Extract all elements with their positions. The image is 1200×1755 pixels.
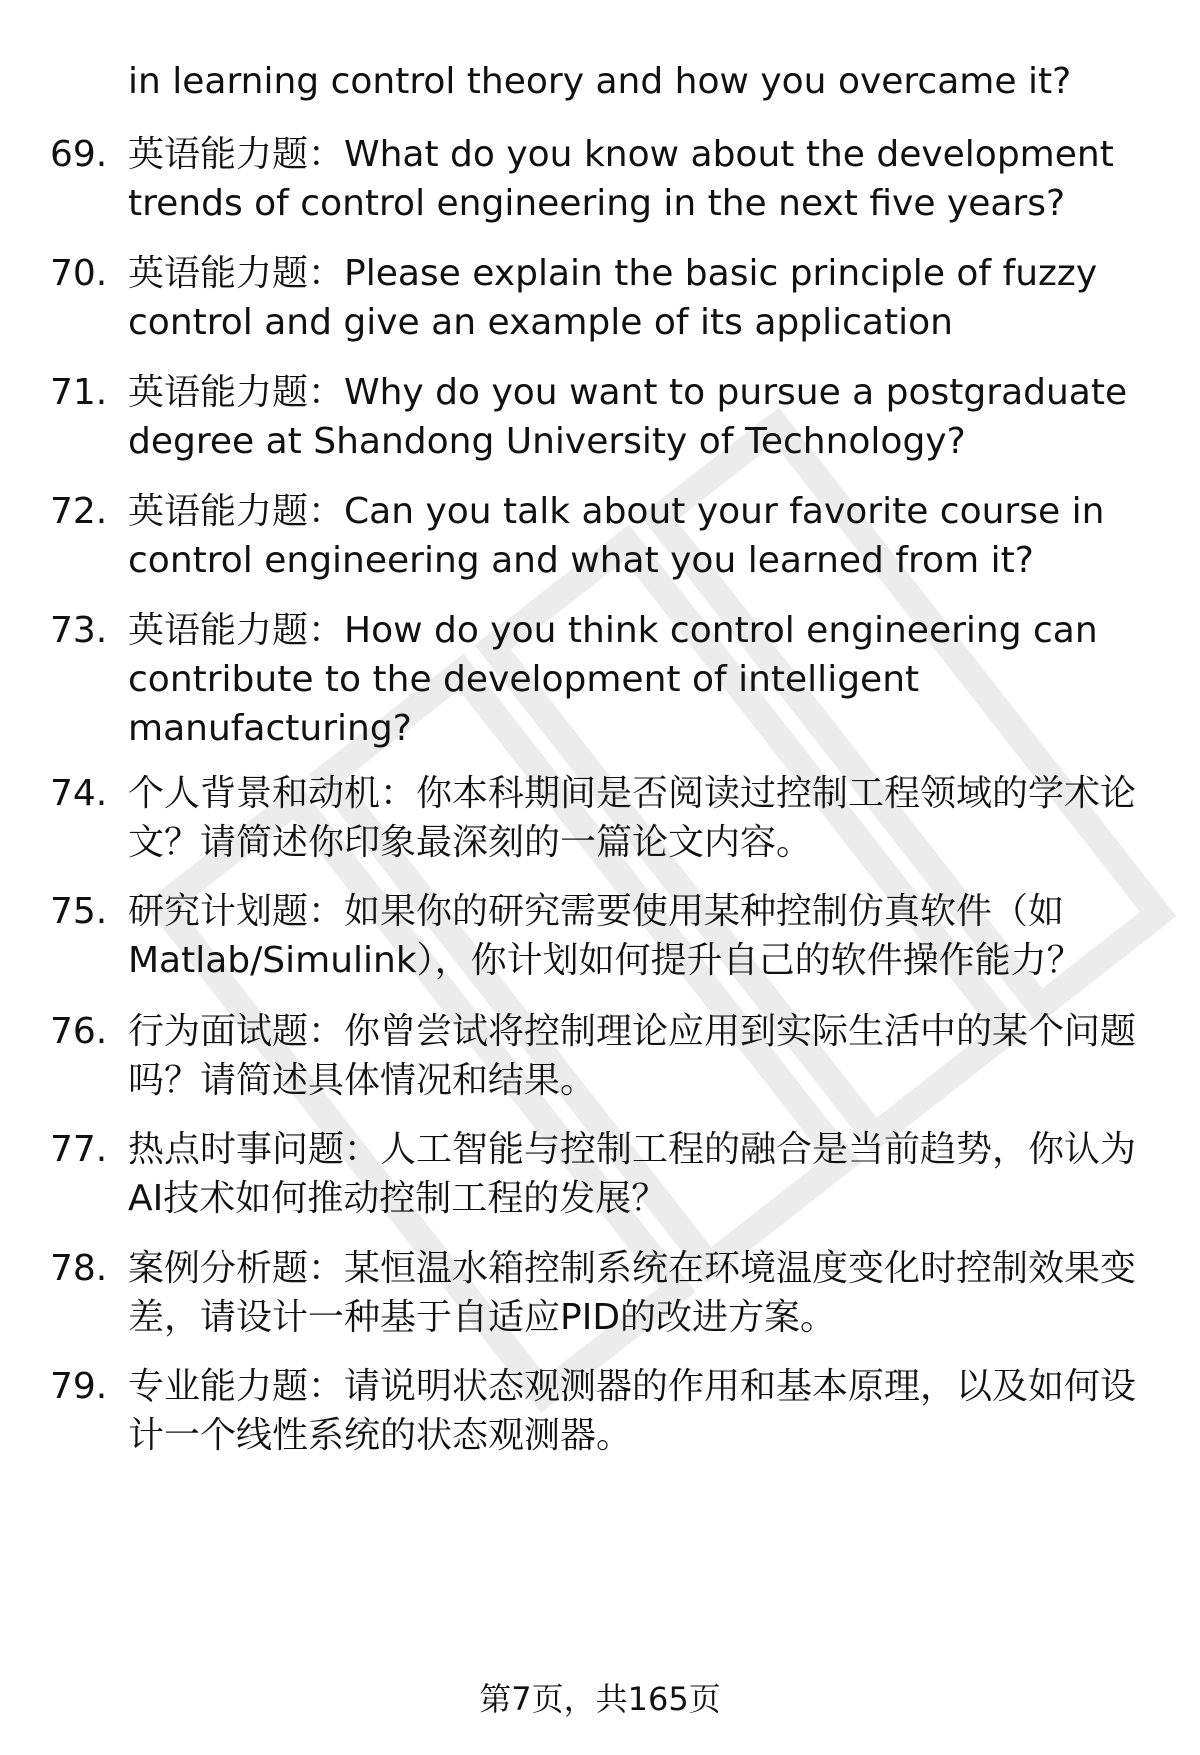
- question-text: 英语能力题：Please explain the basic principle of fuzzy control and give an example of its application: [128, 253, 1098, 343]
- question-number: 76.: [50, 1011, 108, 1052]
- question-number: 74.: [50, 773, 108, 814]
- question-text: 英语能力题：Why do you want to pursue a postgraduate degree at Shandong University of Technology?: [128, 372, 1128, 462]
- question-text: 英语能力题：How do you think control engineering can contribute to the development of intelligent manufacturing?: [128, 610, 1098, 749]
- question-number: 73.: [50, 610, 108, 651]
- question-number: 78.: [50, 1248, 108, 1289]
- question-number: 72.: [50, 491, 108, 532]
- question-text: 个人背景和动机：你本科期间是否阅读过控制工程领域的学术论文？请简述你印象最深刻的一篇论文内容。: [128, 773, 1137, 863]
- question-text: 研究计划题：如果你的研究需要使用某种控制仿真软件（如Matlab/Simulink），你计划如何提升自己的软件操作能力？: [128, 891, 1083, 981]
- question-number: 75.: [50, 891, 108, 932]
- question-text: 专业能力题：请说明状态观测器的作用和基本原理，以及如何设计一个线性系统的状态观测器。: [128, 1366, 1137, 1456]
- question-number: 77.: [50, 1129, 108, 1170]
- question-number: 69.: [50, 134, 108, 175]
- question-number: 79.: [50, 1366, 108, 1407]
- question-continuation: in learning control theory and how you overcame it?: [128, 61, 1072, 102]
- question-text: 热点时事问题：人工智能与控制工程的融合是当前趋势，你认为AI技术如何推动控制工程的发展？: [128, 1129, 1137, 1219]
- question-number: 70.: [50, 253, 108, 294]
- question-text: 行为面试题：你曾尝试将控制理论应用到实际生活中的某个问题吗？请简述具体情况和结果。: [128, 1011, 1137, 1101]
- question-text: 案例分析题：某恒温水箱控制系统在环境温度变化时控制效果变差，请设计一种基于自适应PID的改进方案。: [128, 1248, 1137, 1338]
- question-number: 71.: [50, 372, 108, 413]
- question-text: 英语能力题：What do you know about the development trends of control engineering in the next five years?: [128, 134, 1114, 224]
- page-footer: 第7页，共165页: [479, 1680, 721, 1718]
- question-text: 英语能力题：Can you talk about your favorite course in control engineering and what you learned from it?: [128, 491, 1105, 581]
